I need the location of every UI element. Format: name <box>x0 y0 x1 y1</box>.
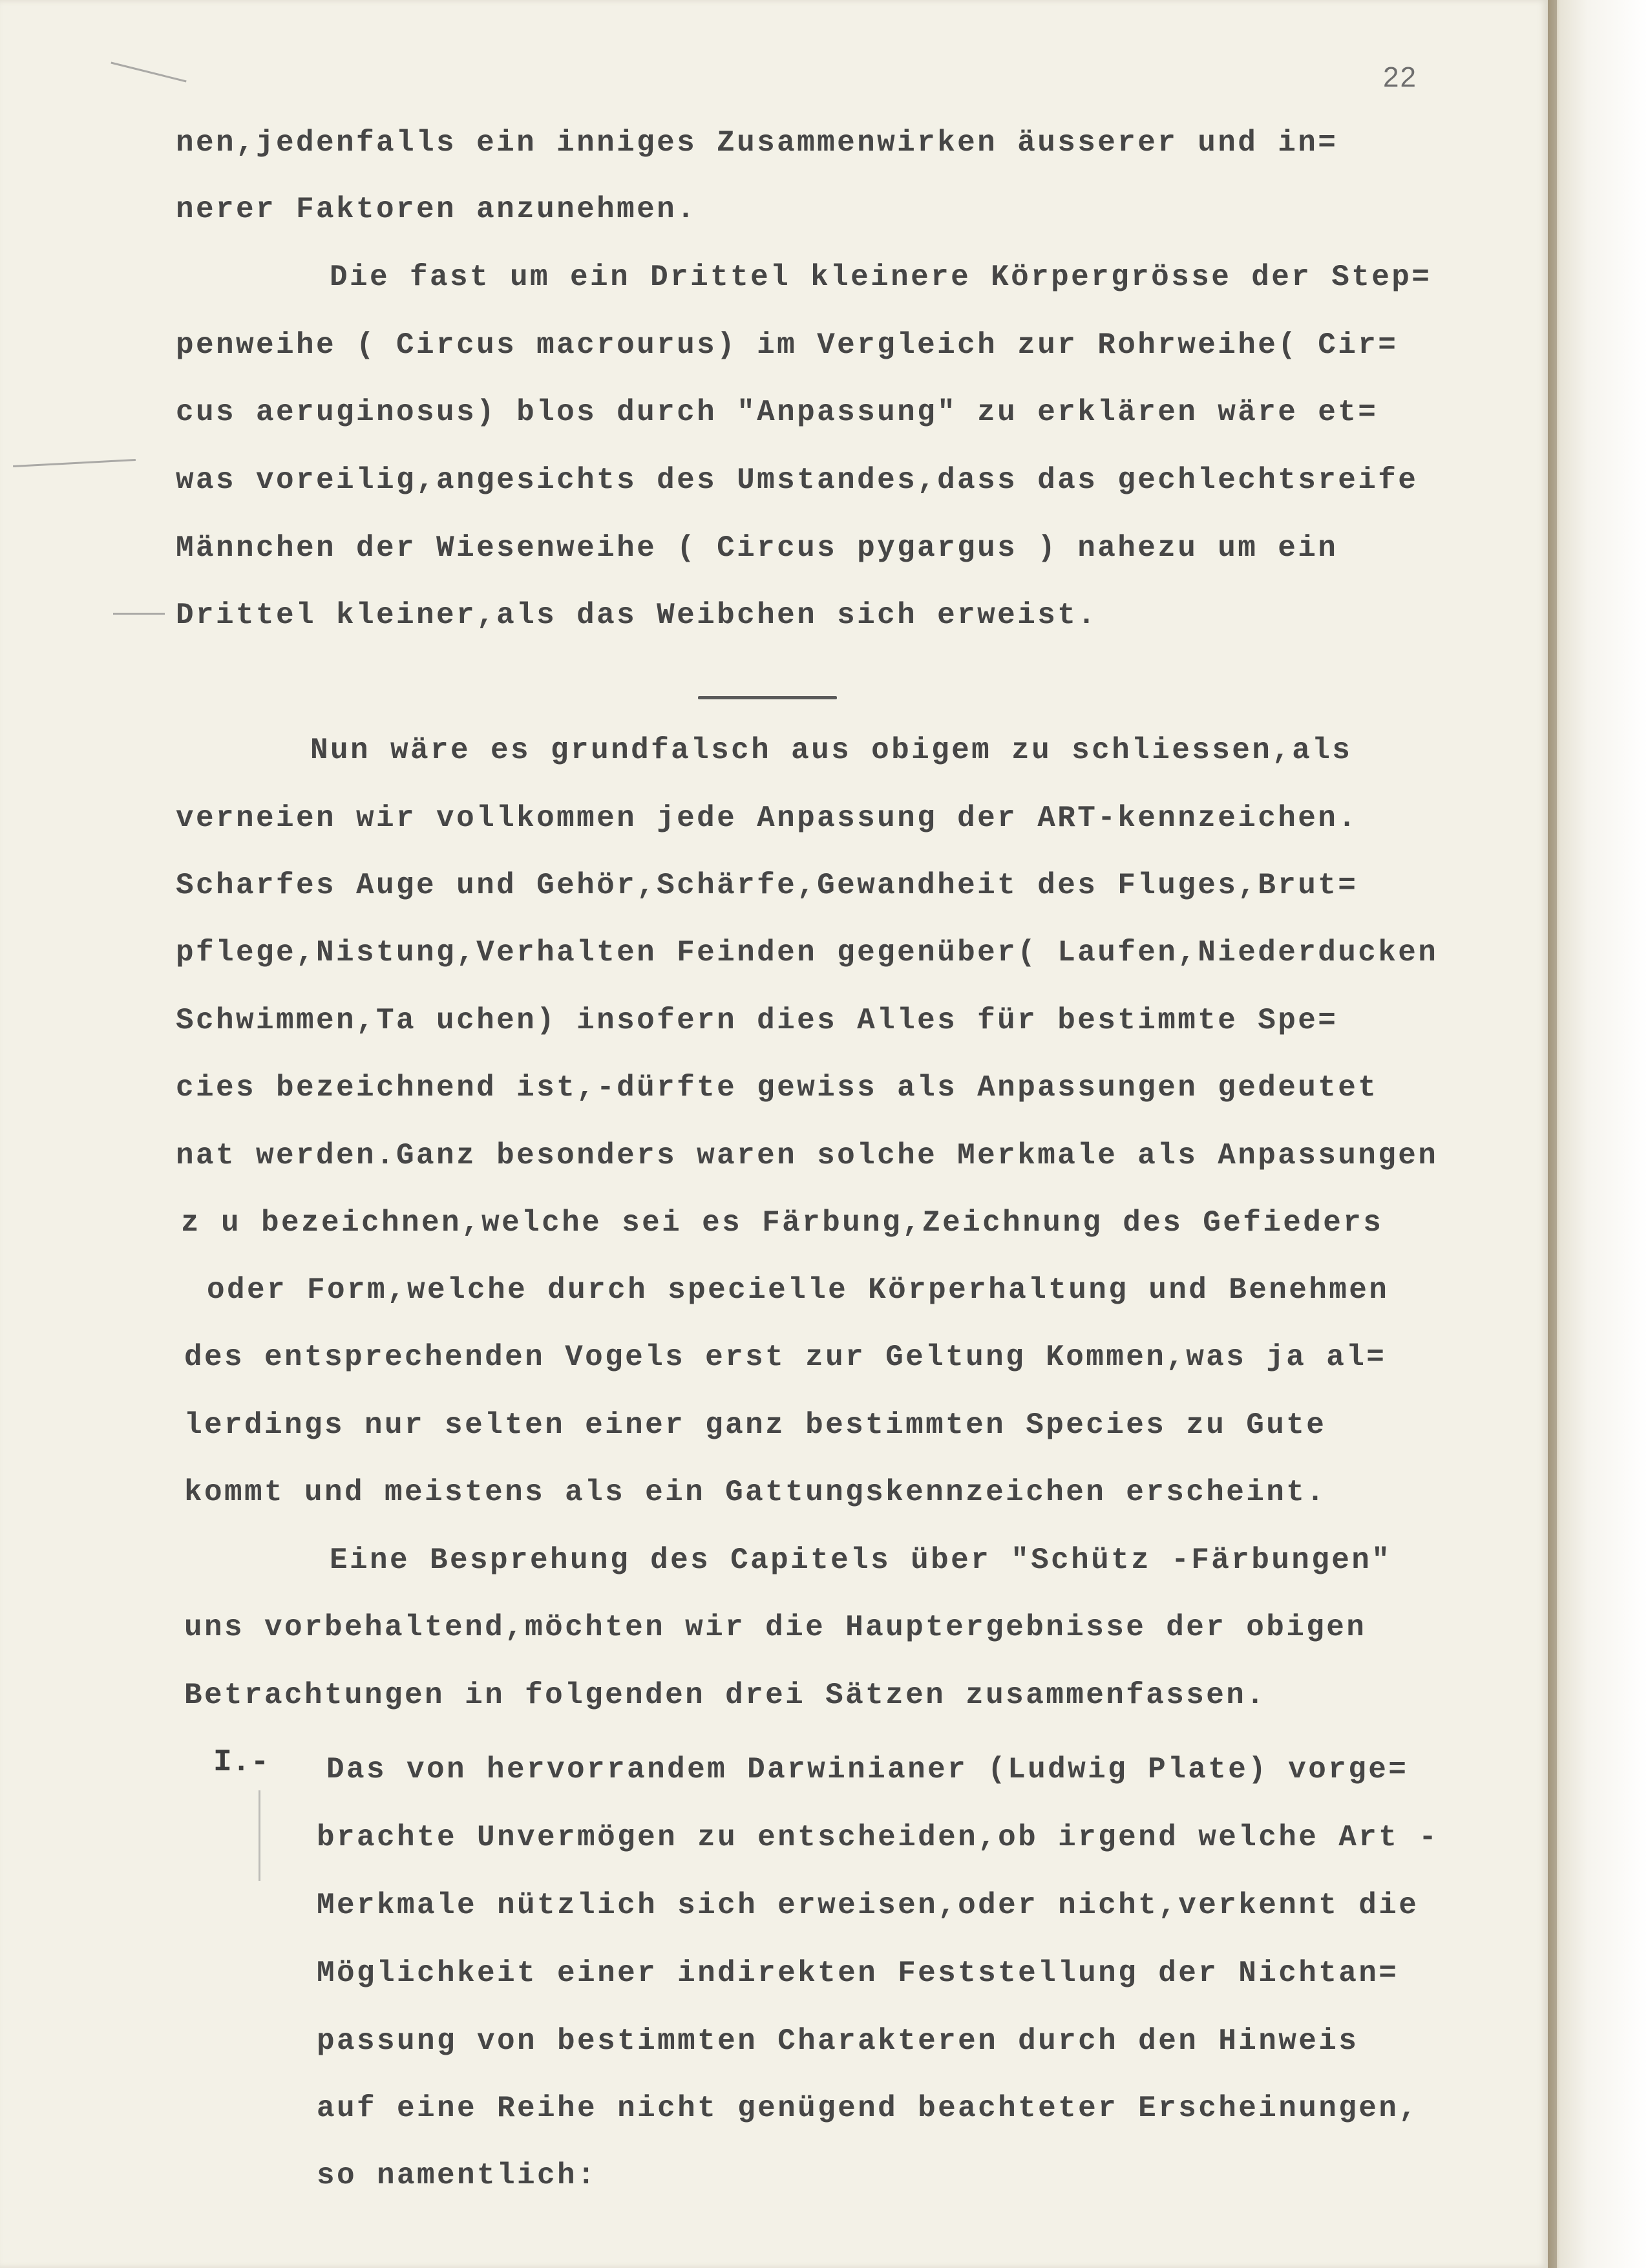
text-line: Die fast um ein Drittel kleinere Körpergrösse der Step= <box>330 260 1432 294</box>
text-line: Merkmale nützlich sich erweisen,oder nicht,verkennt die <box>317 1889 1419 1922</box>
text-line: Scharfes Auge und Gehör,Schärfe,Gewandheit des Fluges,Brut= <box>176 869 1358 902</box>
text-line: pflege,Nistung,Verhalten Feinden gegenüber( Laufen,Niederducken <box>176 936 1439 970</box>
page-edge-shadow <box>1548 0 1557 2268</box>
pencil-mark <box>113 613 165 615</box>
text-line: brachte Unvermögen zu entscheiden,ob irgend welche Art - <box>317 1821 1439 1854</box>
text-line: kommt und meistens als ein Gattungskennzeichen erscheint. <box>184 1476 1327 1509</box>
text-line: auf eine Reihe nicht genügend beachteter Erscheinungen, <box>317 2092 1419 2125</box>
text-line: cies bezeichnend ist,-dürfte gewiss als Anpassungen gedeutet <box>176 1071 1379 1105</box>
text-line: passung von bestimmten Charakteren durch den Hinweis <box>317 2024 1359 2058</box>
text-line: Drittel kleiner,als das Weibchen sich erweist. <box>176 599 1098 632</box>
text-line: penweihe ( Circus macrourus) im Vergleich zur Rohrweihe( Cir= <box>176 328 1399 362</box>
text-line: Schwimmen,Ta uchen) insofern dies Alles für bestimmte Spe= <box>176 1004 1338 1037</box>
text-line: des entsprechenden Vogels erst zur Geltung Kommen,was ja al= <box>184 1341 1387 1374</box>
page-edge <box>1548 0 1648 2268</box>
text-line: Das von hervorrandem Darwinianer (Ludwig Plate) vorge= <box>326 1753 1409 1786</box>
text-line: z u bezeichnen,welche sei es Färbung,Zeichnung des Gefieders <box>181 1206 1384 1240</box>
text-line: so namentlich: <box>317 2159 598 2192</box>
text-line: cus aeruginosus) blos durch "Anpassung" zu erklären wäre et= <box>176 396 1379 429</box>
text-line: verneien wir vollkommen jede Anpassung der ART-kennzeichen. <box>176 801 1358 835</box>
text-line: was voreilig,angesichts des Umstandes,dass das gechlechtsreife <box>176 463 1419 497</box>
section-divider <box>698 696 837 699</box>
text-line: nat werden.Ganz besonders waren solche Merkmale als Anpassungen <box>176 1139 1439 1172</box>
list-label: I.- <box>213 1745 269 1780</box>
text-line: oder Form,welche durch specielle Körperhaltung und Benehmen <box>207 1273 1389 1307</box>
text-line: Nun wäre es grundfalsch aus obigem zu schliessen,als <box>310 734 1353 767</box>
text-line: nen,jedenfalls ein inniges Zusammenwirken äusserer und in= <box>176 126 1338 160</box>
pencil-margin-rule <box>259 1790 260 1881</box>
text-line: Möglichkeit einer indirekten Feststellung der Nichtan= <box>317 1956 1399 1990</box>
text-line: nerer Faktoren anzunehmen. <box>176 193 697 226</box>
text-line: Eine Besprehung des Capitels über "Schütz -Färbungen" <box>330 1543 1392 1577</box>
text-line: uns vorbehaltend,möchten wir die Hauptergebnisse der obigen <box>184 1611 1367 1644</box>
page-number: 22 <box>1383 61 1417 93</box>
text-line: Männchen der Wiesenweihe ( Circus pygargus ) nahezu um ein <box>176 531 1338 565</box>
text-line: Betrachtungen in folgenden drei Sätzen zusammenfassen. <box>184 1679 1267 1712</box>
text-line: lerdings nur selten einer ganz bestimmten Species zu Gute <box>184 1408 1327 1442</box>
